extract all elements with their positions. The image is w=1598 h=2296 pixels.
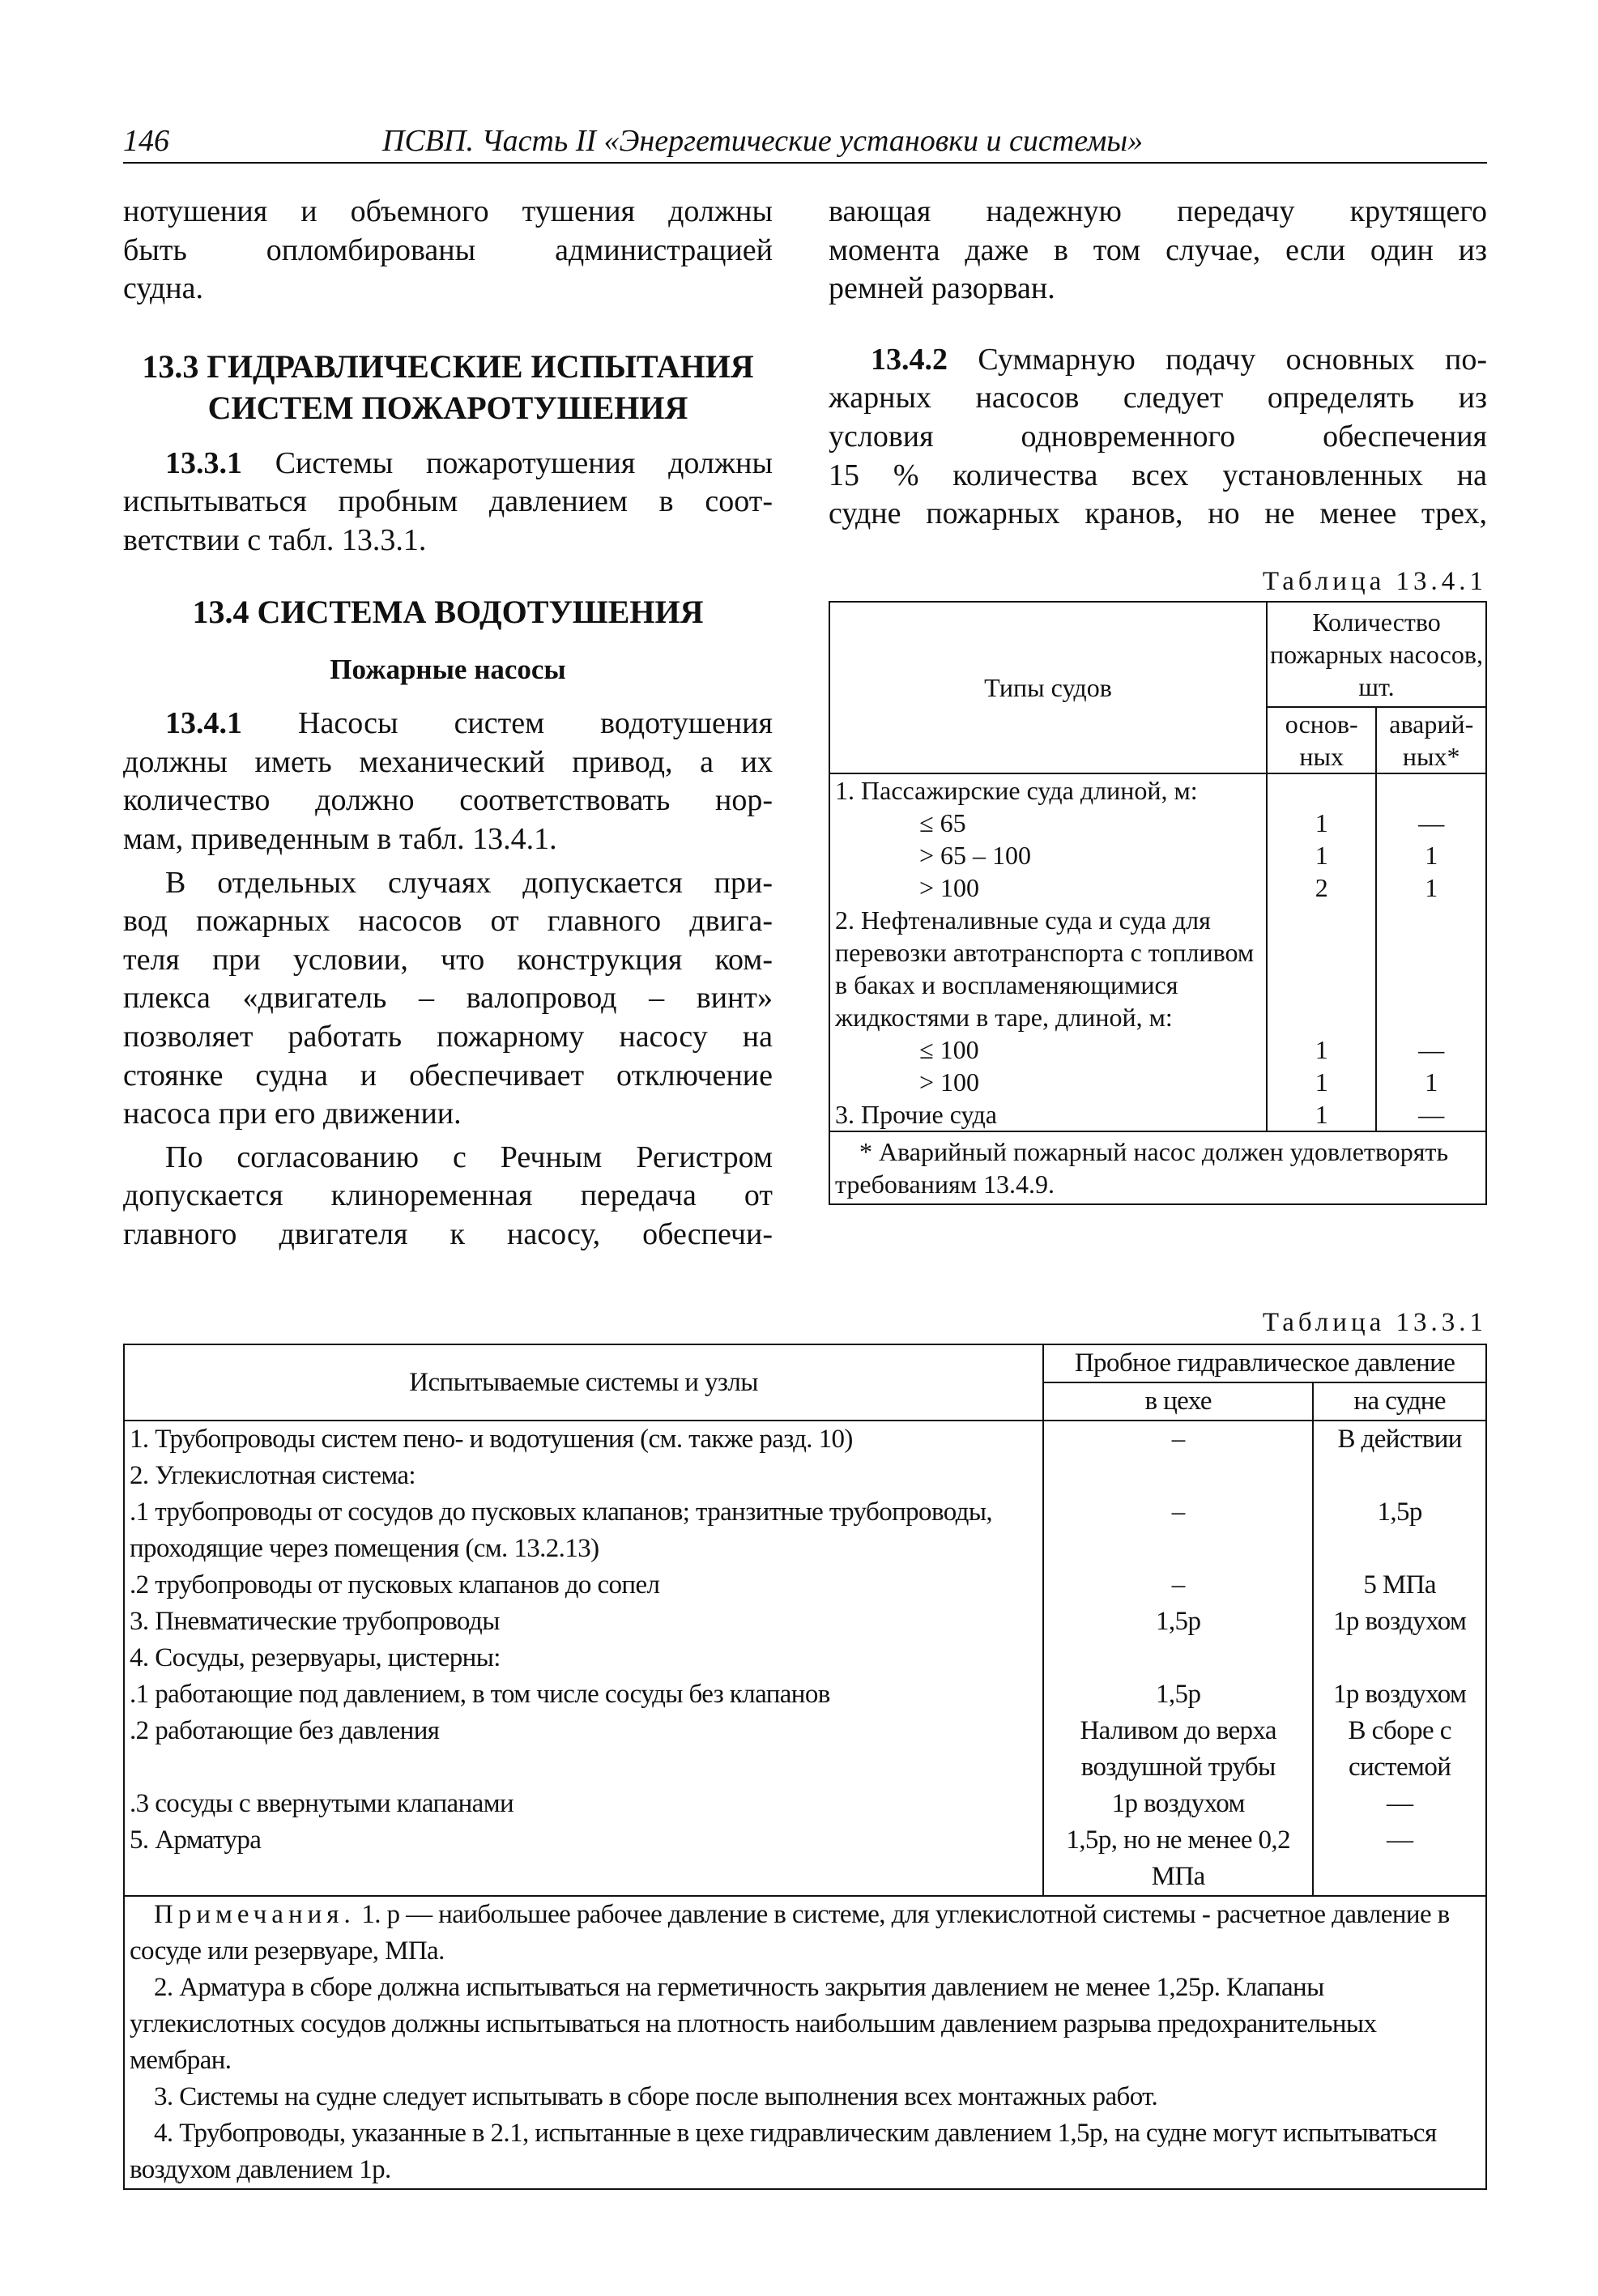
text-line <box>829 341 1487 380</box>
running-title: ПСВП. Часть II «Энергетические установки и системы» <box>382 124 1144 158</box>
text-line: В отдельных случаях допускается при- <box>165 865 773 900</box>
system-name: .1 работающие под давлением, в том числе сосуды без клапанов <box>124 1676 1043 1713</box>
table-13-4-1-caption: Таблица 13.4.1 <box>1262 567 1487 596</box>
pressure-in-shop: – <box>1043 1421 1313 1458</box>
table-row <box>829 1066 1486 1098</box>
system-name: 2. Углекислотная система: <box>124 1458 1043 1494</box>
text-line: вод пожарных насосов от главного двига- <box>123 904 773 939</box>
text-line: ремней разорван. <box>829 271 1055 306</box>
text-line: 15 % количества всех установленных на <box>829 458 1487 492</box>
main-pumps: 1 <box>1267 1098 1377 1131</box>
ship-type: 1. Пассажирские суда длиной, м: <box>829 773 1267 807</box>
emergency-pumps: 1 <box>1376 1066 1486 1098</box>
main-pumps: 2 <box>1267 871 1377 904</box>
pressure-in-shop <box>1043 1458 1313 1494</box>
text-line: судна. <box>123 271 204 306</box>
heading-13-3 <box>123 346 773 428</box>
page-number: 146 <box>123 124 169 158</box>
table-row <box>829 773 1486 807</box>
pressure-on-ship: 1p воздухом <box>1313 1676 1486 1713</box>
pressure-on-ship <box>1313 1640 1486 1676</box>
table-13-3-1-caption: Таблица 13.3.1 <box>1262 1308 1487 1337</box>
heading-13-4: 13.4 СИСТЕМА ВОДОТУШЕНИЯ <box>192 593 704 630</box>
clause-text: Насосы систем водотушения <box>242 706 773 741</box>
system-name: .2 трубопроводы от пусковых клапанов до сопел <box>124 1567 1043 1604</box>
table-row <box>829 871 1486 904</box>
text-line: должны иметь механический привод, а их <box>123 744 773 779</box>
col-header-in-shop: в цехе <box>1043 1382 1313 1421</box>
table-row <box>124 1494 1486 1567</box>
system-name: .2 работающие без давления <box>124 1713 1043 1786</box>
text-line: условия одновременного обеспечения <box>829 419 1487 454</box>
paragraph-continued <box>829 193 1487 309</box>
text-line: жарных насосов следует определять из <box>829 381 1487 415</box>
ship-type: > 100 <box>829 871 1267 904</box>
note: 3. Системы на судне следует испытывать в сборе после выполнения всех монтажных работ. <box>154 2082 1158 2111</box>
main-pumps: 1 <box>1267 1066 1377 1098</box>
emergency-pumps <box>1376 773 1486 807</box>
col-header-on-ship: на судне <box>1313 1382 1486 1421</box>
paragraph-drive <box>123 864 773 1134</box>
ship-type: > 100 <box>829 1066 1267 1098</box>
pressure-in-shop <box>1043 1640 1313 1676</box>
heading-line: 13.3 ГИДРАВЛИЧЕСКИЕ ИСПЫТАНИЯ <box>142 347 754 385</box>
table-row <box>124 1458 1486 1494</box>
page-header <box>123 121 1487 164</box>
main-pumps: 1 <box>1267 1033 1377 1066</box>
main-pumps <box>1267 773 1377 807</box>
paragraph-continued <box>123 193 773 309</box>
table-notes <box>124 1896 1486 2189</box>
notes-label: Примечания. <box>154 1900 356 1929</box>
text-line: плекса «двигатель – валопровод – винт» <box>123 981 773 1016</box>
table-row <box>124 1640 1486 1676</box>
col-header-ship-types: Типы судов <box>829 602 1267 773</box>
emergency-pumps: 1 <box>1376 839 1486 871</box>
table-row <box>124 1676 1486 1713</box>
heading-fire-pumps: Пожарные насосы <box>330 653 566 685</box>
col-header-main: основ-ных <box>1267 707 1377 773</box>
table-13-4-1 <box>829 601 1487 1205</box>
system-name: 3. Пневматические трубопроводы <box>124 1604 1043 1640</box>
col-header-pump-quantity: Количество пожарных насосов, шт. <box>1267 602 1486 707</box>
col-header-test-pressure: Пробное гидравлическое давление <box>1043 1344 1486 1382</box>
pressure-on-ship: В сборе с системой <box>1313 1713 1486 1786</box>
text-line: позволяет работать пожарному насосу на <box>123 1019 773 1054</box>
text-line: насоса при его движении. <box>123 1097 462 1131</box>
table-row <box>124 1713 1486 1786</box>
text-line: быть опломбированы администрацией <box>123 232 773 267</box>
pressure-on-ship: 5 МПа <box>1313 1567 1486 1604</box>
main-pumps: 1 <box>1267 839 1377 871</box>
text-line: количество должно соответствовать нор- <box>123 783 773 818</box>
text-line: испытываться пробным давлением в соот- <box>123 484 773 519</box>
pressure-in-shop: – <box>1043 1494 1313 1567</box>
pressure-in-shop: Наливом до верха воздушной трубы <box>1043 1713 1313 1786</box>
pressure-in-shop: 1,5p, но не менее 0,2 МПа <box>1043 1822 1313 1896</box>
table-row <box>829 1033 1486 1066</box>
paragraph-13-3-1 <box>123 445 773 560</box>
ship-type: > 65 – 100 <box>829 839 1267 871</box>
emergency-pumps: — <box>1376 1098 1486 1131</box>
paragraph-belt <box>123 1139 773 1254</box>
main-pumps: 1 <box>1267 807 1377 839</box>
pressure-on-ship: — <box>1313 1786 1486 1822</box>
table-row <box>124 1604 1486 1640</box>
pressure-on-ship: В действии <box>1313 1421 1486 1458</box>
note: 4. Трубопроводы, указанные в 2.1, испытанные в цехе гидравлическим давлением 1,5p, на судне могут испытываться воздухом давлением 1p. <box>130 2119 1437 2184</box>
right-column <box>829 193 1487 534</box>
emergency-pumps: — <box>1376 1033 1486 1066</box>
clause-number: 13.4.1 <box>165 706 242 741</box>
pressure-in-shop: 1p воздухом <box>1043 1786 1313 1822</box>
text-line: вающая надежную передачу крутящего <box>829 194 1487 228</box>
pressure-on-ship: 1,5p <box>1313 1494 1486 1567</box>
system-name: .1 трубопроводы от сосудов до пусковых клапанов; транзитные трубопроводы, проходящие через помещения (см. 13.2.13) <box>124 1494 1043 1567</box>
clause-number: 13.4.2 <box>871 342 948 377</box>
text-line: По согласованию с Речным Регистром <box>165 1139 773 1174</box>
clause-text: Системы пожаротушения должны <box>242 445 773 480</box>
ship-type: ≤ 100 <box>829 1033 1267 1066</box>
table-row <box>829 1098 1486 1131</box>
ship-type: ≤ 65 <box>829 807 1267 839</box>
pressure-on-ship: 1p воздухом <box>1313 1604 1486 1640</box>
text-line: мам, приведенным в табл. 13.4.1. <box>123 821 557 856</box>
text-line: ветствии с табл. 13.3.1. <box>123 522 427 557</box>
paragraph-13-4-1 <box>123 705 773 858</box>
emergency-pumps: — <box>1376 807 1486 839</box>
system-name: 4. Сосуды, резервуары, цистерны: <box>124 1640 1043 1676</box>
paragraph-13-4-2 <box>829 341 1487 534</box>
table-row <box>124 1786 1486 1822</box>
text-line: момента даже в том случае, если один из <box>829 232 1487 267</box>
col-header-emergency: аварий-ных* <box>1376 707 1486 773</box>
clause-number: 13.3.1 <box>165 445 242 480</box>
table-row <box>829 904 1486 1033</box>
system-name: .3 сосуды с ввернутыми клапанами <box>124 1786 1043 1822</box>
clause-text: Суммарную подачу основных по- <box>948 342 1487 377</box>
col-header-systems: Испытываемые системы и узлы <box>124 1344 1043 1421</box>
text-line: стоянке судна и обеспечивает отключение <box>123 1058 773 1093</box>
table-row <box>829 839 1486 871</box>
system-name: 1. Трубопроводы систем пено- и водотушения (см. также разд. 10) <box>124 1421 1043 1458</box>
text-line <box>123 445 773 483</box>
note: 1. p — наибольшее рабочее давление в системе, для углекислотной системы - расчетное давление в сосуде или резервуаре, МПа. <box>130 1900 1450 1966</box>
note: 2. Арматура в сборе должна испытываться на герметичность закрытия давлением не менее 1,25p. Клапаны углекислотных сосудов должны испытываться на плотность наибольшим давлением разрыва предохранительных мембран. <box>130 1973 1377 2075</box>
text-line: главного двигателя к насосу, обеспечи- <box>123 1216 773 1251</box>
table-row <box>124 1567 1486 1604</box>
text-line: нотушения и объемного тушения должны <box>123 194 773 228</box>
main-pumps <box>1267 904 1377 1033</box>
table-footnote: * Аварийный пожарный насос должен удовлетворять требованиям 13.4.9. <box>829 1131 1486 1204</box>
pressure-on-ship <box>1313 1458 1486 1494</box>
pressure-in-shop: – <box>1043 1567 1313 1604</box>
table-13-3-1 <box>123 1344 1487 2190</box>
pressure-in-shop: 1,5p <box>1043 1676 1313 1713</box>
table-row <box>124 1421 1486 1458</box>
table-row <box>829 807 1486 839</box>
table-row <box>124 1822 1486 1896</box>
emergency-pumps <box>1376 904 1486 1033</box>
left-column <box>123 193 773 1254</box>
pressure-on-ship: — <box>1313 1822 1486 1896</box>
pressure-in-shop: 1,5p <box>1043 1604 1313 1640</box>
heading-line: СИСТЕМ ПОЖАРОТУШЕНИЯ <box>207 389 688 426</box>
text-line: судне пожарных кранов, но не менее трех, <box>829 496 1487 531</box>
ship-type: 2. Нефтеналивные суда и суда для перевозки автотранспорта с топливом в баках и воспламеняющимися жидкостями в таре, длиной, м: <box>829 904 1267 1033</box>
system-name: 5. Арматура <box>124 1822 1043 1896</box>
text-line: допускается клиноременная передача от <box>123 1178 773 1213</box>
emergency-pumps: 1 <box>1376 871 1486 904</box>
ship-type: 3. Прочие суда <box>829 1098 1267 1131</box>
text-line <box>123 705 773 743</box>
text-line: теля при условии, что конструкция ком- <box>123 942 773 977</box>
